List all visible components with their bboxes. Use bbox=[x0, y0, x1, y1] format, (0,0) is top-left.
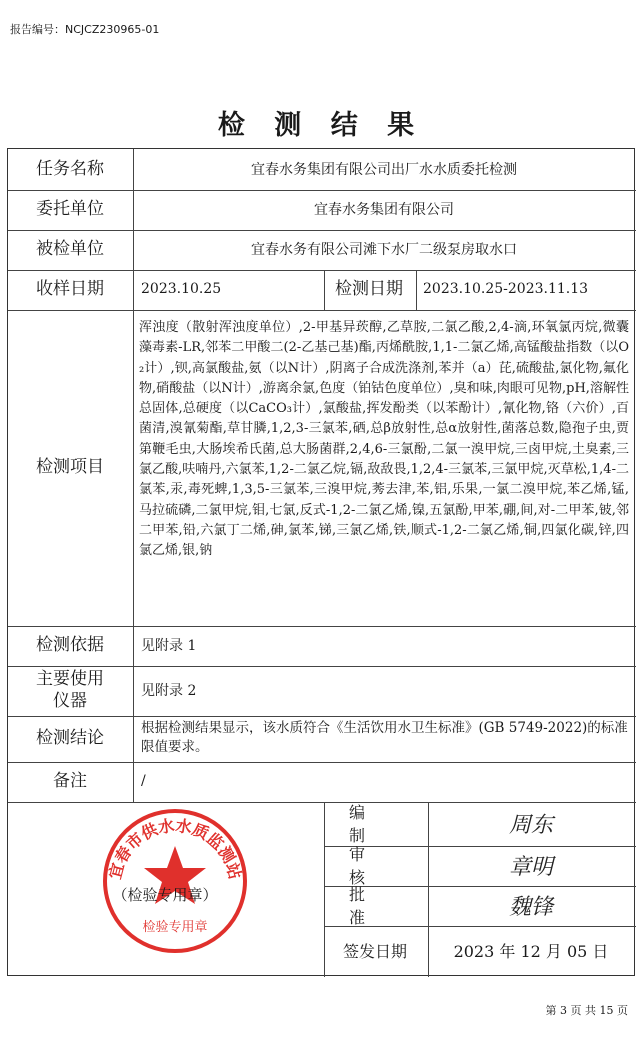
compiled-signature: 周东 bbox=[508, 812, 553, 838]
issue-date-value: 2023 年 12 月 05 日 bbox=[453, 942, 609, 961]
basis-value: 见附录 1 bbox=[141, 638, 197, 654]
task-name-value: 宜春水务集团有限公司出厂水水质委托检测 bbox=[251, 162, 517, 178]
receive-date-label: 收样日期 bbox=[36, 279, 104, 299]
test-items-value: 浑浊度（散射浑浊度单位）,2-甲基异莰醇,乙草胺,二氯乙酸,2,4-滴,环氧氯丙烷,微囊藻毒素-LR,邻苯二甲酸二(2-乙基己基)酯,丙烯酰胺,1,1-二氯乙烯,高锰酸盐指数（以O₂计）,钡,高氯酸盐,氨（以N计）,阴离子合成洗涤剂,苯并（a）芘,硫酸盐,氯化物,氟化物,硝酸盐（以N计）,游离余氯,色度（铂钴色度单位）,臭和味,肉眼可见物,pH,溶解性总固体,总硬度（以CaCO₃计）,氯酸盐,挥发酚类（以苯酚计）,氰化物,铬（六价）,百菌清,溴氰菊酯,草甘膦,1,2,3-三氯苯,硒,总β放射性,总α放射性,菌落总数,隐孢子虫,贾第鞭毛虫,大肠埃希氏菌,总大肠菌群,2,4,6-三氯酚,二氯一溴甲烷,三卤甲烷,土臭素,三氯乙酸,呋喃丹,六氯苯,1,2-二氯乙烷,镉,敌敌畏,1,2,4-三氯苯,三氯甲烷,灭草松,1,4-二氯苯,汞,毒死蜱,1,3,5-三氯苯,三溴甲烷,莠去津,苯,铝,乐果,一氯二溴甲烷,苯乙烯,锰,马拉硫磷,二氯甲烷,钼,七氯,反式-1,2-二氯乙烯,镍,五氯酚,甲苯,硼,间,对-二甲苯,铍,邻二甲苯,铅,六氯丁二烯,砷,氯苯,锑,三氯乙烯,铁,顺式-1,2-二氯乙烯,铜,四氯化碳,锌,四氯乙烯,银,钠 bbox=[139, 320, 629, 559]
client-value: 宜春水务集团有限公司 bbox=[314, 202, 454, 218]
inspected-unit-label: 被检单位 bbox=[36, 239, 104, 259]
client-label: 委托单位 bbox=[36, 199, 104, 219]
report-number: 报告编号：NCJCZ230965-01 bbox=[10, 23, 160, 36]
page-number: 第 3 页 共 15 页 bbox=[545, 1004, 628, 1017]
inspection-seal bbox=[100, 806, 250, 956]
reviewed-label: 审核 bbox=[349, 845, 392, 887]
inspected-unit-value: 宜春水务有限公司滩下水厂二级泵房取水口 bbox=[251, 242, 517, 258]
instruments-value: 见附录 2 bbox=[141, 683, 197, 699]
approved-signature: 魏锋 bbox=[508, 894, 553, 920]
receive-date-value: 2023.10.25 bbox=[141, 281, 222, 297]
conclusion-value: 根据检测结果显示，该水质符合《生活饮用水卫生标准》(GB 5749-2022)的标准限值要求。 bbox=[141, 720, 628, 755]
test-date-value: 2023.10.25-2023.11.13 bbox=[423, 281, 589, 297]
conclusion-label: 检测结论 bbox=[36, 728, 104, 748]
compiled-label: 编制 bbox=[349, 803, 392, 845]
remarks-label: 备注 bbox=[53, 771, 87, 791]
task-name-label: 任务名称 bbox=[36, 159, 104, 179]
issue-date-label: 签发日期 bbox=[342, 942, 407, 961]
approved-label: 批准 bbox=[349, 885, 392, 927]
basis-label: 检测依据 bbox=[36, 635, 104, 655]
page-title: 检 测 结 果 bbox=[217, 110, 425, 141]
test-date-label: 检测日期 bbox=[335, 279, 403, 299]
seal-bottom-text: 检验专用章 bbox=[142, 920, 208, 935]
instruments-label bbox=[7, 665, 133, 715]
reviewed-signature: 章明 bbox=[508, 854, 553, 880]
instruments-label-text: 主要使用仪器 bbox=[36, 669, 104, 711]
seal-outer-text: 宜春市供水水质监测站 bbox=[105, 815, 245, 882]
test-items-label: 检测项目 bbox=[36, 457, 104, 477]
seal-label: （检验专用章） bbox=[112, 886, 218, 904]
remarks-value: / bbox=[141, 773, 146, 789]
